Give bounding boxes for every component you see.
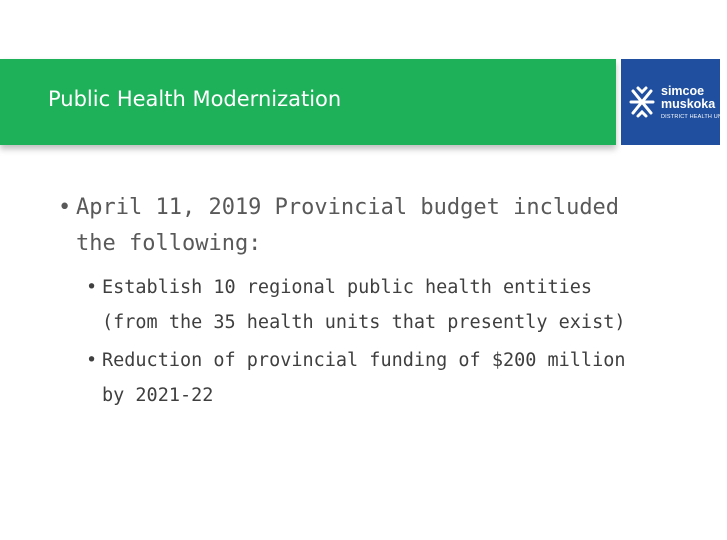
bullet-marker: •: [86, 277, 98, 298]
bullet-marker: •: [86, 350, 98, 371]
bullet-text: April 11, 2019 Provincial budget included the following:: [76, 195, 620, 256]
bullet-marker: •: [58, 195, 72, 220]
logo-text-simcoe: simcoe: [661, 84, 705, 98]
sub-bullet-item: [86, 343, 650, 413]
organization-logo: [621, 59, 727, 145]
sub-bullet-text: Reduction of provincial funding of $200 million by 2021-22: [102, 350, 626, 406]
title-bar: [0, 59, 616, 145]
logo-text-district: DISTRICT HEALTH UNIT: [661, 114, 727, 120]
bullet-item: [58, 190, 622, 262]
sub-bullet-item: [86, 270, 650, 340]
sub-bullet-text: Establish 10 regional public health entities (from the 35 health units that presently exist): [102, 277, 626, 333]
logo-text-muskoka: muskoka: [661, 97, 716, 111]
slide-title: Public Health Modernization: [48, 87, 342, 111]
snowflake-logo-icon: [629, 85, 655, 119]
